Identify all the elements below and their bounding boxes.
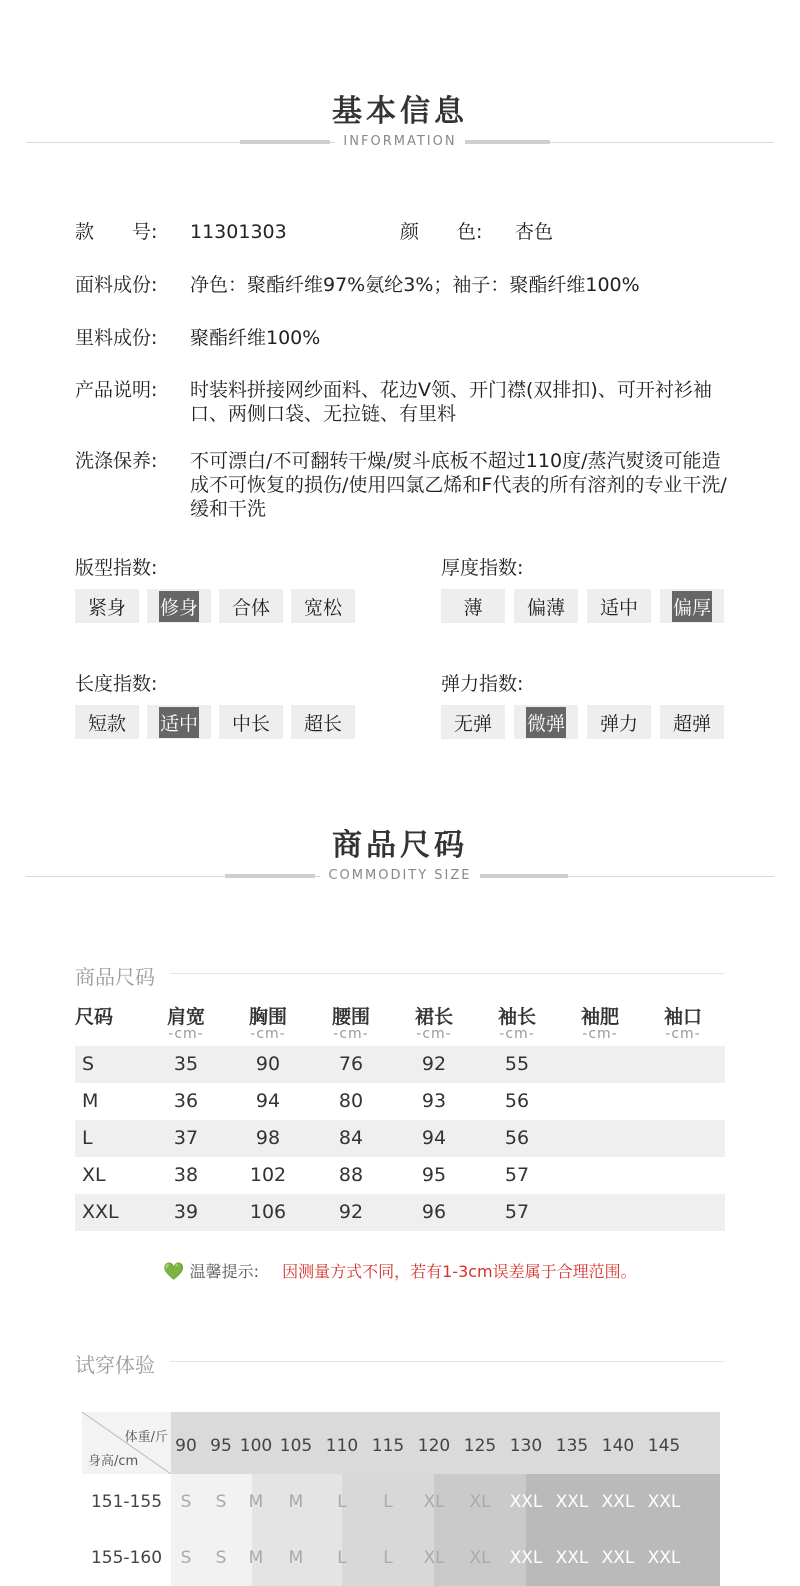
lining-value: 聚酯纤维100% xyxy=(190,327,321,349)
col-header-skirt-length: 裙长 xyxy=(414,1006,453,1028)
col-header-waist: 腰围 xyxy=(331,1006,370,1028)
tryon-size-cell: XXL xyxy=(601,1492,635,1512)
tryon-size-cell: XXL xyxy=(555,1492,589,1512)
table-row: M 36 94 80 93 56 xyxy=(82,1090,530,1112)
index-length-option: 超长 xyxy=(291,705,355,739)
unit-label: -cm- xyxy=(168,1026,204,1042)
section-info-header xyxy=(0,86,800,150)
index-fit-option: 宽松 xyxy=(291,589,355,623)
index-fit-option-selected: 修身 xyxy=(147,589,211,623)
care-label: 洗涤保养: xyxy=(75,450,158,472)
index-length-option: 短款 xyxy=(75,705,139,739)
height-row-label: 151-155 xyxy=(82,1474,171,1530)
weight-header-cell: 110 xyxy=(325,1436,359,1456)
height-axis-label: 身高/cm xyxy=(88,1454,139,1469)
index-thickness-title: 厚度指数: xyxy=(441,557,524,579)
section-size-header xyxy=(0,820,800,884)
tryon-size-cell: L xyxy=(383,1548,393,1568)
index-elasticity xyxy=(441,669,741,739)
weight-header-cell: 105 xyxy=(279,1436,313,1456)
tryon-size-cell: XL xyxy=(469,1548,491,1568)
tryon-size-cell: S xyxy=(180,1548,192,1568)
tryon-size-cell: S xyxy=(215,1548,227,1568)
weight-header-cell: 145 xyxy=(647,1436,681,1456)
table-row: XXL 39 106 92 96 57 xyxy=(75,1194,725,1231)
col-header-sleeve-length: 袖长 xyxy=(497,1006,536,1028)
weight-header-cell: 100 xyxy=(239,1436,273,1456)
weight-header-cell: 125 xyxy=(463,1436,497,1456)
index-thickness-option-selected: 偏厚 xyxy=(660,589,724,623)
tryon-size-cell: M xyxy=(288,1492,304,1512)
index-thickness-option: 适中 xyxy=(587,589,651,623)
size-table-heading: 商品尺码 xyxy=(75,961,725,987)
weight-header-cell: 140 xyxy=(601,1436,635,1456)
table-row: XL 38 102 88 95 57 xyxy=(82,1164,530,1186)
tryon-size-cell: XL xyxy=(423,1492,445,1512)
description-value: 时装料拼接网纱面料、花边V领、开门襟(双排扣)、可开衬衫袖口、两侧口袋、无拉链、有里料 xyxy=(190,379,712,425)
index-fit-option: 合体 xyxy=(219,589,283,623)
index-length-title: 长度指数: xyxy=(75,673,158,695)
index-elasticity-option: 超弹 xyxy=(660,705,724,739)
style-label: 款 号: xyxy=(75,221,158,243)
index-elasticity-option: 无弹 xyxy=(441,705,505,739)
info-row-fabric xyxy=(75,273,735,297)
index-elasticity-option: 弹力 xyxy=(587,705,651,739)
tryon-size-cell: L xyxy=(337,1492,347,1512)
unit-label: -cm- xyxy=(250,1026,286,1042)
color-value: 杏色 xyxy=(515,221,554,243)
info-row-style xyxy=(75,220,735,244)
description-label: 产品说明: xyxy=(75,379,158,401)
index-length-option: 中长 xyxy=(219,705,283,739)
tryon-size-cell: S xyxy=(215,1492,227,1512)
section-info-subtitle: INFORMATION xyxy=(335,134,464,149)
tryon-size-cell: M xyxy=(288,1548,304,1568)
index-fit-title: 版型指数: xyxy=(75,557,158,579)
info-row-lining xyxy=(75,326,735,350)
col-header-cuff: 袖口 xyxy=(663,1006,702,1028)
tryon-size-cell: XXL xyxy=(509,1492,543,1512)
tryon-size-cell: XXL xyxy=(601,1548,635,1568)
unit-label: -cm- xyxy=(582,1026,618,1042)
fabric-value: 净色：聚酯纤维97%氨纶3%；袖子：聚酯纤维100% xyxy=(190,274,640,296)
index-elasticity-title: 弹力指数: xyxy=(441,673,524,695)
lining-label: 里料成份: xyxy=(75,327,158,349)
col-header-bust: 胸围 xyxy=(248,1006,287,1028)
tryon-corner-cell xyxy=(82,1412,171,1474)
weight-header-cell: 95 xyxy=(210,1436,232,1456)
section-size-subtitle: COMMODITY SIZE xyxy=(320,868,479,883)
info-row-care xyxy=(75,449,735,521)
section-info-title: 基本信息 xyxy=(332,94,468,129)
table-row: L 37 98 84 94 56 xyxy=(75,1120,725,1157)
care-value: 不可漂白/不可翻转干燥/熨斗底板不超过110度/蒸汽熨烫可能造成不可恢复的损伤/使用四氯乙烯和F代表的所有溶剂的专业干洗/缓和干洗 xyxy=(190,450,727,520)
weight-header-cell: 130 xyxy=(509,1436,543,1456)
section-size-title: 商品尺码 xyxy=(332,828,468,863)
tip-label: 温馨提示: xyxy=(189,1262,260,1281)
index-elasticity-option-selected: 微弹 xyxy=(514,705,578,739)
unit-label: -cm- xyxy=(665,1026,701,1042)
tryon-size-cell: XXL xyxy=(647,1548,681,1568)
index-length-option-selected: 适中 xyxy=(147,705,211,739)
tryon-table xyxy=(82,1412,720,1568)
weight-header-cell: 120 xyxy=(417,1436,451,1456)
weight-header-cell: 135 xyxy=(555,1436,589,1456)
unit-label: -cm- xyxy=(499,1026,535,1042)
info-row-description xyxy=(75,378,735,426)
col-header-size: 尺码 xyxy=(75,1006,114,1028)
tryon-size-cell: XL xyxy=(469,1492,491,1512)
tryon-size-cell: XXL xyxy=(509,1548,543,1568)
index-fit-option: 紧身 xyxy=(75,589,139,623)
index-thickness-option: 薄 xyxy=(441,589,505,623)
measurement-tip xyxy=(0,1259,800,1282)
tryon-size-cell: XXL xyxy=(555,1548,589,1568)
index-thickness xyxy=(441,553,741,623)
fabric-label: 面料成份: xyxy=(75,274,158,296)
tryon-size-cell: M xyxy=(248,1548,264,1568)
index-fit xyxy=(75,553,375,623)
weight-header-cell: 115 xyxy=(371,1436,405,1456)
heart-icon: 💚 xyxy=(163,1262,185,1282)
section-info-rule xyxy=(0,136,800,150)
color-label: 颜 色: xyxy=(400,221,483,243)
col-header-sleeve-width: 袖肥 xyxy=(580,1006,619,1028)
unit-label: -cm- xyxy=(333,1026,369,1042)
col-header-shoulder: 肩宽 xyxy=(166,1006,205,1028)
tryon-heading: 试穿体验 xyxy=(75,1349,725,1375)
unit-label: -cm- xyxy=(416,1026,452,1042)
index-thickness-option: 偏薄 xyxy=(514,589,578,623)
tryon-size-cell: S xyxy=(180,1492,192,1512)
tip-message: 因测量方式不同，若有1-3cm误差属于合理范围。 xyxy=(282,1262,637,1281)
height-row-label: 155-160 xyxy=(82,1530,171,1586)
tryon-size-cell: M xyxy=(248,1492,264,1512)
tryon-size-cell: XL xyxy=(423,1548,445,1568)
table-row: S 35 90 76 92 55 xyxy=(75,1046,725,1083)
index-length xyxy=(75,669,375,739)
tryon-size-cell: L xyxy=(383,1492,393,1512)
size-table-header xyxy=(75,1002,725,1046)
style-value: 11301303 xyxy=(190,221,287,243)
tryon-size-cell: L xyxy=(337,1548,347,1568)
tryon-size-cell: XXL xyxy=(647,1492,681,1512)
weight-axis-label: 体重/斤 xyxy=(124,1430,168,1445)
weight-header-cell: 90 xyxy=(175,1436,197,1456)
section-size-rule xyxy=(0,870,800,884)
